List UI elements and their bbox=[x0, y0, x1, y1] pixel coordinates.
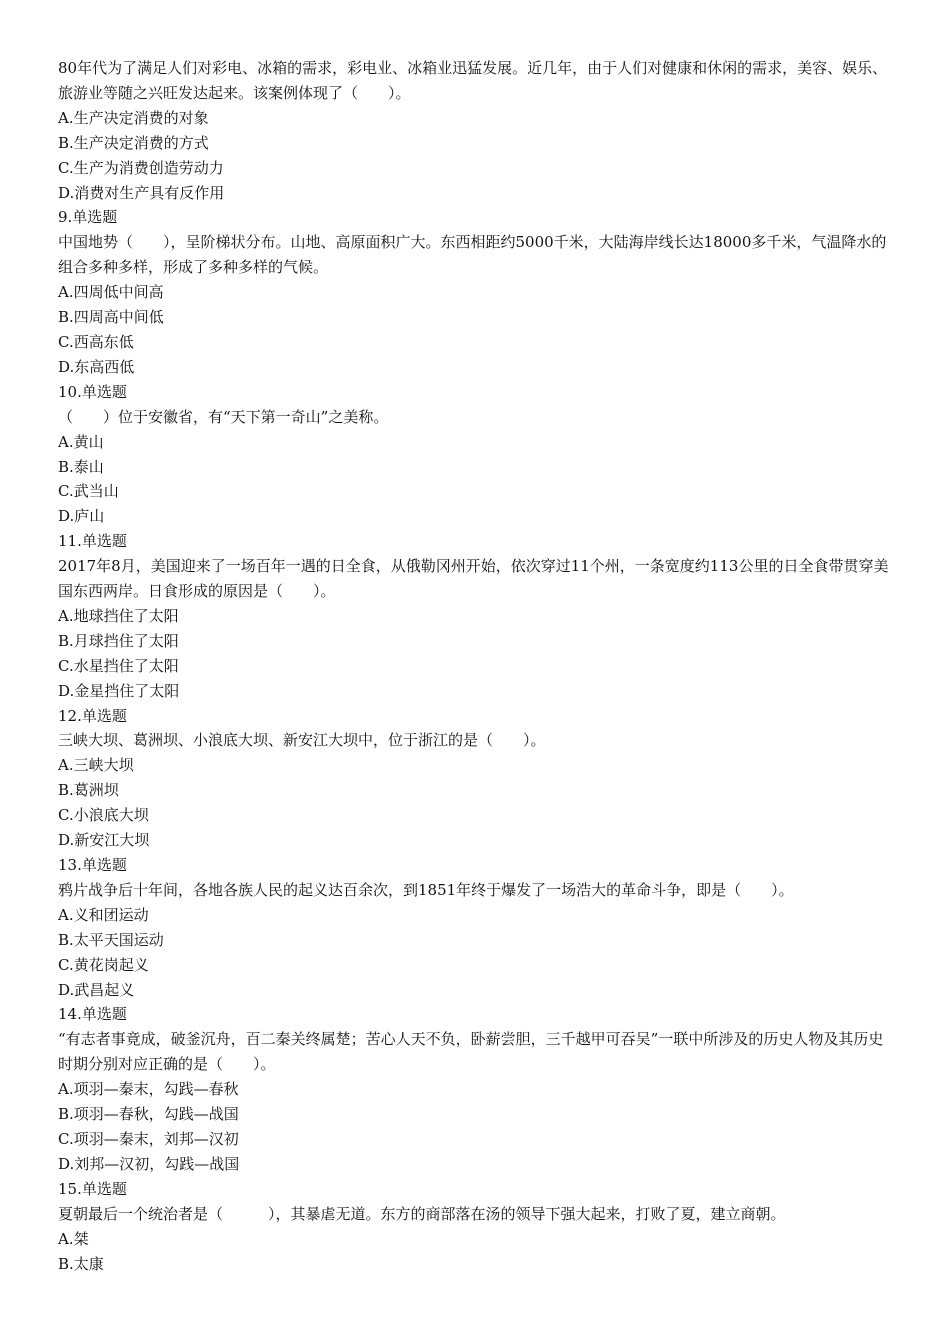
option-b: B.生产决定消费的方式 bbox=[58, 133, 209, 152]
option-b: B.月球挡住了太阳 bbox=[58, 631, 179, 650]
option-b: B.四周高中间低 bbox=[58, 308, 164, 327]
option-d: D.庐山 bbox=[58, 507, 105, 526]
option-d: D.刘邦—汉初，勾践—战国 bbox=[58, 1154, 240, 1173]
option-c: C.西高东低 bbox=[58, 332, 134, 351]
question-stem: 80年代为了满足人们对彩电、冰箱的需求，彩电业、冰箱业迅猛发展。近几年，由于人们对健康和休闲的需求，美容、娱乐、旅游业等随之兴旺发达起来。该案例体现了（ ）。 bbox=[58, 59, 888, 102]
option-c: C.项羽—秦末，刘邦—汉初 bbox=[58, 1129, 239, 1148]
option-b: B.项羽—春秋，勾践—战国 bbox=[58, 1105, 239, 1124]
option-d: D.东高西低 bbox=[58, 357, 135, 376]
option-d: D.消费对生产具有反作用 bbox=[58, 183, 225, 202]
option-c: C.水星挡住了太阳 bbox=[58, 656, 179, 675]
option-b: B.太康 bbox=[58, 1254, 104, 1273]
option-d: D.新安江大坝 bbox=[58, 831, 150, 850]
question-header: 10.单选题 bbox=[58, 382, 127, 401]
question-header: 13.单选题 bbox=[58, 856, 127, 874]
option-a: A.项羽—秦末，勾践—春秋 bbox=[58, 1080, 239, 1099]
option-a: A.四周低中间高 bbox=[58, 283, 164, 302]
option-a: A.黄山 bbox=[58, 432, 104, 451]
question-stem: 2017年8月，美国迎来了一场百年一遇的日全食，从俄勒冈州开始，依次穿过11个州，一条宽度约113公里的日全食带贯穿美国东西两岸。日食形成的原因是（ ）。 bbox=[58, 557, 889, 601]
question-stem: “有志者事竟成，破釜沉舟，百二秦关终属楚；苦心人天不负，卧薪尝胆，三千越甲可吞吴”一联中所涉及的历史人物及其历史时期分别对应正确的是（ ）。 bbox=[58, 1030, 884, 1074]
question-header: 11.单选题 bbox=[58, 532, 127, 551]
option-c: C.生产为消费创造劳动力 bbox=[58, 158, 224, 177]
option-d: D.武昌起义 bbox=[58, 980, 135, 999]
option-b: B.太平天国运动 bbox=[58, 930, 164, 949]
question-header: 14.单选题 bbox=[58, 1005, 127, 1024]
question-header: 15.单选题 bbox=[58, 1179, 127, 1198]
option-c: C.武当山 bbox=[58, 482, 119, 501]
question-stem: 夏朝最后一个统治者是（ ），其暴虐无道。东方的商部落在汤的领导下强大起来，打败了夏，建立商朝。 bbox=[58, 1204, 786, 1223]
question-stem: 中国地势（ ），呈阶梯状分布。山地、高原面积广大。东西相距约5000千米，大陆海岸线长达18000多千米，气温降水的组合多种多样，形成了多种多样的气候。 bbox=[58, 233, 887, 277]
exam-page bbox=[58, 56, 896, 1276]
option-a: A.桀 bbox=[58, 1229, 89, 1248]
question-stem: 鸦片战争后十年间，各地各族人民的起义达百余次，到1851年终于爆发了一场浩大的革命斗争，即是（ ）。 bbox=[58, 880, 794, 899]
option-a: A.义和团运动 bbox=[58, 905, 149, 924]
question-stem: 三峡大坝、葛洲坝、小浪底大坝、新安江大坝中，位于浙江的是（ ）。 bbox=[58, 731, 546, 750]
question-header: 9.单选题 bbox=[58, 208, 118, 227]
question-header: 12.单选题 bbox=[58, 706, 127, 725]
option-b: B.葛洲坝 bbox=[58, 781, 119, 800]
option-a: A.生产决定消费的对象 bbox=[58, 108, 209, 127]
option-a: A.三峡大坝 bbox=[58, 756, 134, 775]
option-c: C.黄花岗起义 bbox=[58, 955, 149, 974]
option-b: B.泰山 bbox=[58, 457, 104, 476]
option-d: D.金星挡住了太阳 bbox=[58, 681, 180, 700]
question-stem: （ ）位于安徽省，有“天下第一奇山”之美称。 bbox=[58, 407, 389, 426]
option-c: C.小浪底大坝 bbox=[58, 806, 149, 825]
option-a: A.地球挡住了太阳 bbox=[58, 606, 179, 625]
